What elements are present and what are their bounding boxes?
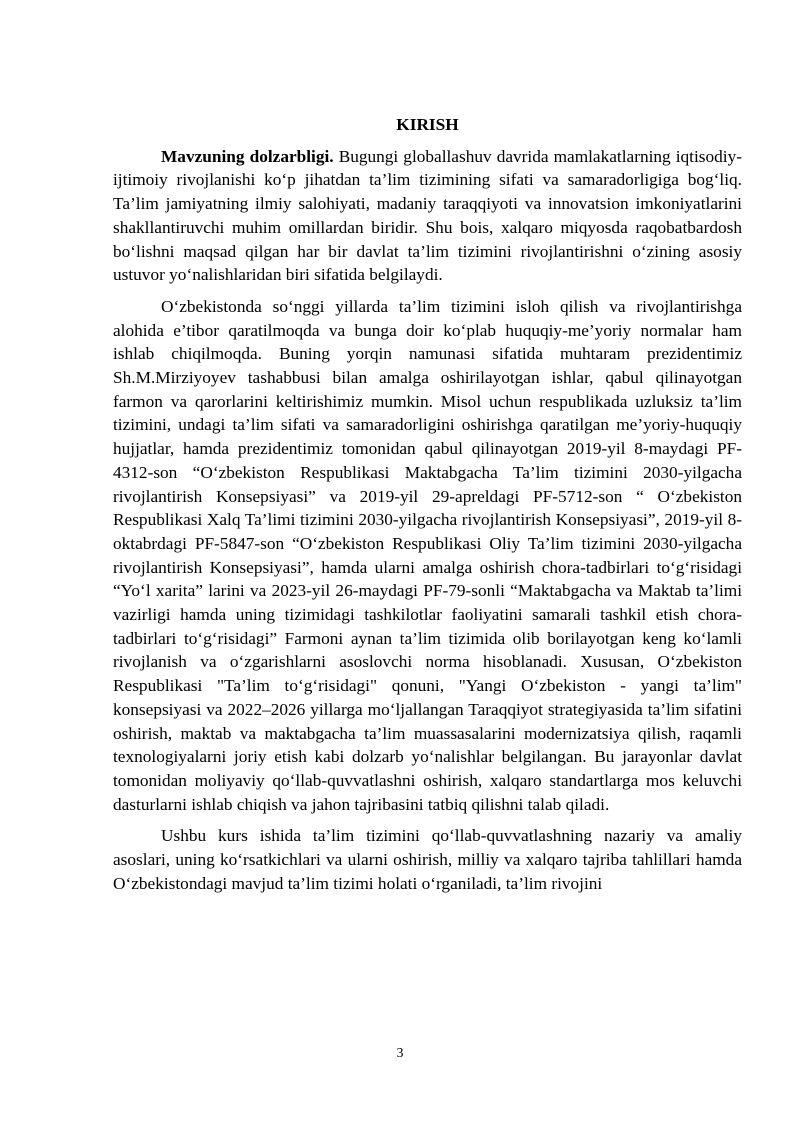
paragraph-relevance — [113, 145, 742, 287]
page-number: 3 — [396, 1046, 404, 1061]
paragraph-text: O‘zbekistonda so‘nggi yillarda ta’lim tizimini isloh qilish va rivojlantirishga alohida e’tibor qaratilmoqda va bunga doir ko‘plab huquqiy-me’yoriy normalar ham ishlab chiqilmoqda. Buning yorqin namunasi sifatida muhtaram prezidentimiz Sh.M.Mirziyoyev tashabbusi bilan amalga oshirilayotgan ishlar, qabul qilinayotgan farmon va qarorlarini keltirishimiz mumkin. Misol uchun respublikada uzluksiz ta’lim tizimini, undagi ta’lim sifati va samaradorligini oshirishga qaratilgan me’yoriy-huquqiy hujjatlar, hamda prezidentimiz tomonidan qabul qilinayotgan 2019-yil 8-maydagi PF-4312-son “O‘zbekiston Respublikasi Maktabgacha Ta’lim tizimini 2030-yilgacha rivojlantirish Konsepsiyasi” va 2019-yil 29-apreldagi PF-5712-son “ O‘zbekiston Respublikasi Xalq Ta’limi tizimini 2030-yilgacha rivojlantirish Konsepsiyasi”, 2019-yil 8-oktabrdagi PF-5847-son “O‘zbekiston Respublikasi Oliy Ta’lim tizimini 2030-yilgacha rivojlantirish Konsepsiyasi”, hamda ularni amalga oshirish chora-tadbirlari to‘g‘risidagi “Yo‘l xarita” larini va 2023-yil 26-maydagi PF-79-sonli “Maktabgacha va Maktab ta’limi vazirligi hamda uning tizimidagi tashkilotlar faoliyatini samarali tashkil etish chora-tadbirlari to‘g‘risidagi” Farmoni aynan ta’lim tizimida olib borilayotgan keng ko‘lamli rivojlanish va o‘zgarishlarni asoslovchi norma hisoblanadi. Xususan, O‘zbekiston Respublikasi "Ta’lim to‘g‘risidagi" qonuni, "Yangi O‘zbekiston - yangi ta’lim" konsepsiyasi va 2022–2026 yillarga mo‘ljallangan Taraqqiyot strategiyasida ta’lim sifatini oshirish, maktab va maktabgacha ta’lim muassasalarini modernizatsiya qilish, raqamli texnologiyalarni joriy etish kabi dolzarb yo‘nalishlar belgilangan. Bu jarayonlar davlat tomonidan moliyaviy qo‘llab-quvvatlashni oshirish, xalqaro standartlarga mos keluvchi dasturlarni ishlab chiqish va jahon tajribasini tatbiq qilishni talab qiladi. — [113, 296, 742, 814]
paragraph-course-work — [113, 824, 742, 895]
document-body — [113, 113, 742, 904]
paragraph-lead: Mavzuning dolzarbligi. — [161, 146, 334, 166]
paragraph-text: Ushbu kurs ishida ta’lim tizimini qo‘llab-quvvatlashning nazariy va amaliy asoslari, uning ko‘rsatkichlari va ularni oshirish, milliy va xalqaro tajriba tahlillari hamda O‘zbekistondagi mavjud ta’lim tizimi holati o‘rganiladi, ta’lim rivojini — [113, 826, 742, 893]
section-heading: KIRISH — [396, 115, 459, 134]
paragraph-text: Bugungi globallashuv davrida mamlakatlarning iqtisodiy-ijtimoiy rivojlanishi ko‘p jihatdan ta’lim tizimining sifati va samaradorligiga bog‘liq. Ta’lim jamiyatning ilmiy salohiyati, madaniy taraqqiyoti va innovatsion imkoniyatlarini shakllantiruvchi muhim omillardan biridir. Shu bois, xalqaro miqyosda raqobatbardosh bo‘lishni maqsad qilgan har bir davlat ta’lim tizimini rivojlantirishni o‘zining asosiy ustuvor yo‘nalishlaridan biri sifatida belgilaydi. — [113, 146, 742, 285]
paragraph-reforms — [113, 295, 742, 816]
